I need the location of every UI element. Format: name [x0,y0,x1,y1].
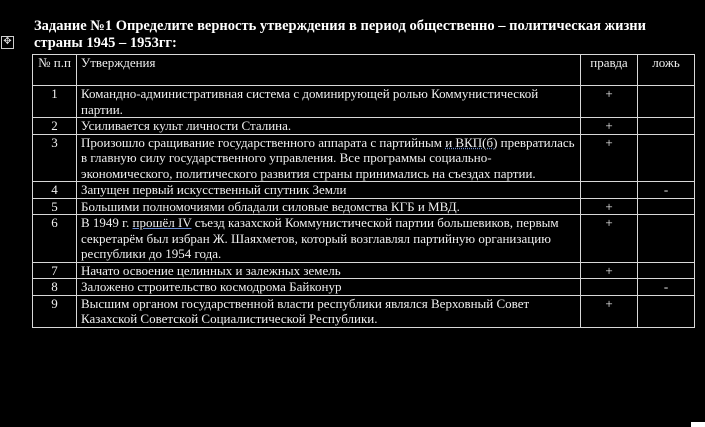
row-number: 8 [33,279,77,296]
task-title-line-1: Задание №1 Определите верность утверждения в период общественно – политическая жизни [34,18,647,34]
row-statement: Высшим органом государственной власти республики являлся Верховный Совет Казахской Советской Социалистической Республики. [77,295,581,327]
header-false: ложь [638,55,695,86]
false-mark [638,86,695,118]
false-mark [638,295,695,327]
true-mark: + [581,86,638,118]
row-statement: Заложено строительство космодрома Байконур [77,279,581,296]
table-move-handle-icon[interactable]: ✥ [1,36,14,49]
row-number: 7 [33,262,77,279]
true-mark: + [581,262,638,279]
row-number: 4 [33,182,77,199]
row-statement: Запущен первый искусственный спутник Земли [77,182,581,199]
false-mark [638,215,695,263]
false-mark: - [638,279,695,296]
row-statement: Большими полномочиями обладали силовые ведомства КГБ и МВД. [77,198,581,215]
table-row [33,295,695,327]
table-row [33,134,695,182]
row-number: 9 [33,295,77,327]
table-row [33,279,695,296]
row-statement: Начато освоение целинных и залежных земель [77,262,581,279]
true-mark [581,279,638,296]
header-true: правда [581,55,638,86]
window-corner [691,422,705,427]
table-header-row [33,55,695,86]
false-mark: - [638,182,695,199]
row-number: 1 [33,86,77,118]
table-row [33,215,695,263]
false-mark [638,262,695,279]
statements-table [32,54,695,328]
spellcheck-underlined-text: и ВКП(б) [445,134,498,150]
row-statement: Командно-административная система с доминирующей ролью Коммунистической партии. [77,86,581,118]
false-mark [638,118,695,135]
false-mark [638,198,695,215]
statement-text: превратилась в главную силу государственного управления. Все программы социально-экономического, политического развития страны принимались на съездах партии. [81,134,575,181]
row-number: 5 [33,198,77,215]
true-mark: + [581,134,638,182]
row-statement: Усиливается культ личности Сталина. [77,118,581,135]
true-mark: + [581,118,638,135]
table-row [33,262,695,279]
false-mark [638,134,695,182]
table-row [33,118,695,135]
header-number: № п.п [33,55,77,86]
row-number: 6 [33,215,77,263]
row-statement [77,134,581,182]
spellcheck-underlined-text: прошёл IV [132,215,192,230]
task-title [34,18,705,52]
table-row [33,86,695,118]
header-statement: Утверждения [77,55,581,86]
task-title-line-2: страны 1945 – 1953гг: [34,35,177,51]
row-statement [77,215,581,263]
true-mark [581,182,638,199]
statement-text: съезд казахской Коммунистической партии большевиков, первым секретарём был избран Ж. Шаяхметов, который возглавлял партийную организацию республики до 1954 года. [81,215,559,261]
true-mark: + [581,215,638,263]
row-number: 3 [33,134,77,182]
row-number: 2 [33,118,77,135]
statement-text: В 1949 г. [81,215,133,230]
true-mark: + [581,198,638,215]
table-row [33,198,695,215]
table-row [33,182,695,199]
true-mark: + [581,295,638,327]
statement-text: Произошло сращивание государственного аппарата с партийным [81,134,446,150]
